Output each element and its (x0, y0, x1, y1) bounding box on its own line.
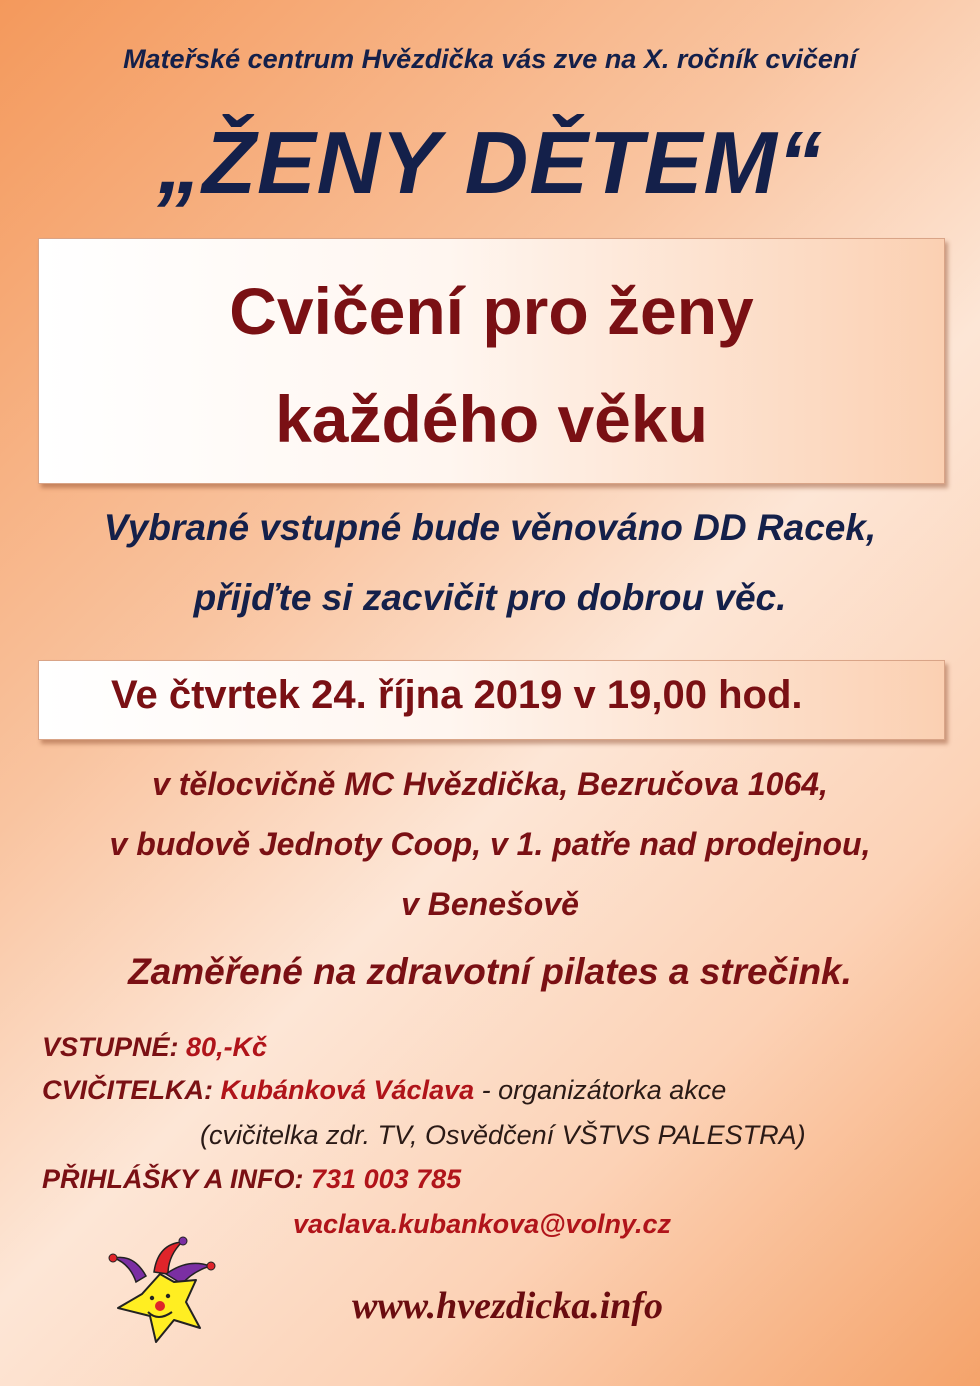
headline-line-2: každého věku (275, 382, 708, 456)
entry-label: VSTUPNÉ: (42, 1032, 187, 1062)
donation-line-2: přijďte si zacvičit pro dobrou věc. (193, 577, 787, 618)
focus-text: Zaměřené na zdravotní pilates a strečink. (128, 951, 852, 992)
entry-fee (42, 1032, 267, 1063)
trainer-name: Kubánková Václava (220, 1075, 475, 1105)
phone-number: 731 003 785 (311, 1164, 462, 1194)
email-link[interactable]: vaclava.kubankova@volny.cz (293, 1209, 672, 1239)
headline-box (38, 238, 945, 484)
entry-value: 80,-Kč (186, 1032, 268, 1062)
website-link[interactable]: www.hvezdicka.info (352, 1285, 664, 1327)
donation-line-1: Vybrané vstupné bude věnováno DD Racek, (103, 507, 877, 548)
location-line-1: v tělocvičně MC Hvězdička, Bezručova 1064, (152, 766, 828, 802)
headline-line-1: Cvičení pro ženy (229, 274, 754, 348)
date-box (38, 660, 945, 740)
event-date: Ve čtvrtek 24. října 2019 v 19,00 hod. (111, 673, 803, 717)
trainer (42, 1075, 726, 1106)
signup-info (42, 1164, 461, 1195)
trainer-role: - organizátorka akce (474, 1075, 727, 1105)
star-jester-icon (96, 1224, 236, 1364)
event-title: „ŽENY DĚTEM“ (157, 113, 823, 212)
location-line-3: v Benešově (401, 886, 579, 922)
signup-label: PŘIHLÁŠKY A INFO: (42, 1164, 312, 1194)
location-line-2: v budově Jednoty Coop, v 1. patře nad prodejnou, (109, 826, 871, 862)
intro-text: Mateřské centrum Hvězdička vás zve na X. ročník cvičení (123, 44, 857, 74)
trainer-label: CVIČITELKA: (42, 1075, 221, 1105)
trainer-qualification: (cvičitelka zdr. TV, Osvědčení VŠTVS PALESTRA) (200, 1120, 806, 1150)
